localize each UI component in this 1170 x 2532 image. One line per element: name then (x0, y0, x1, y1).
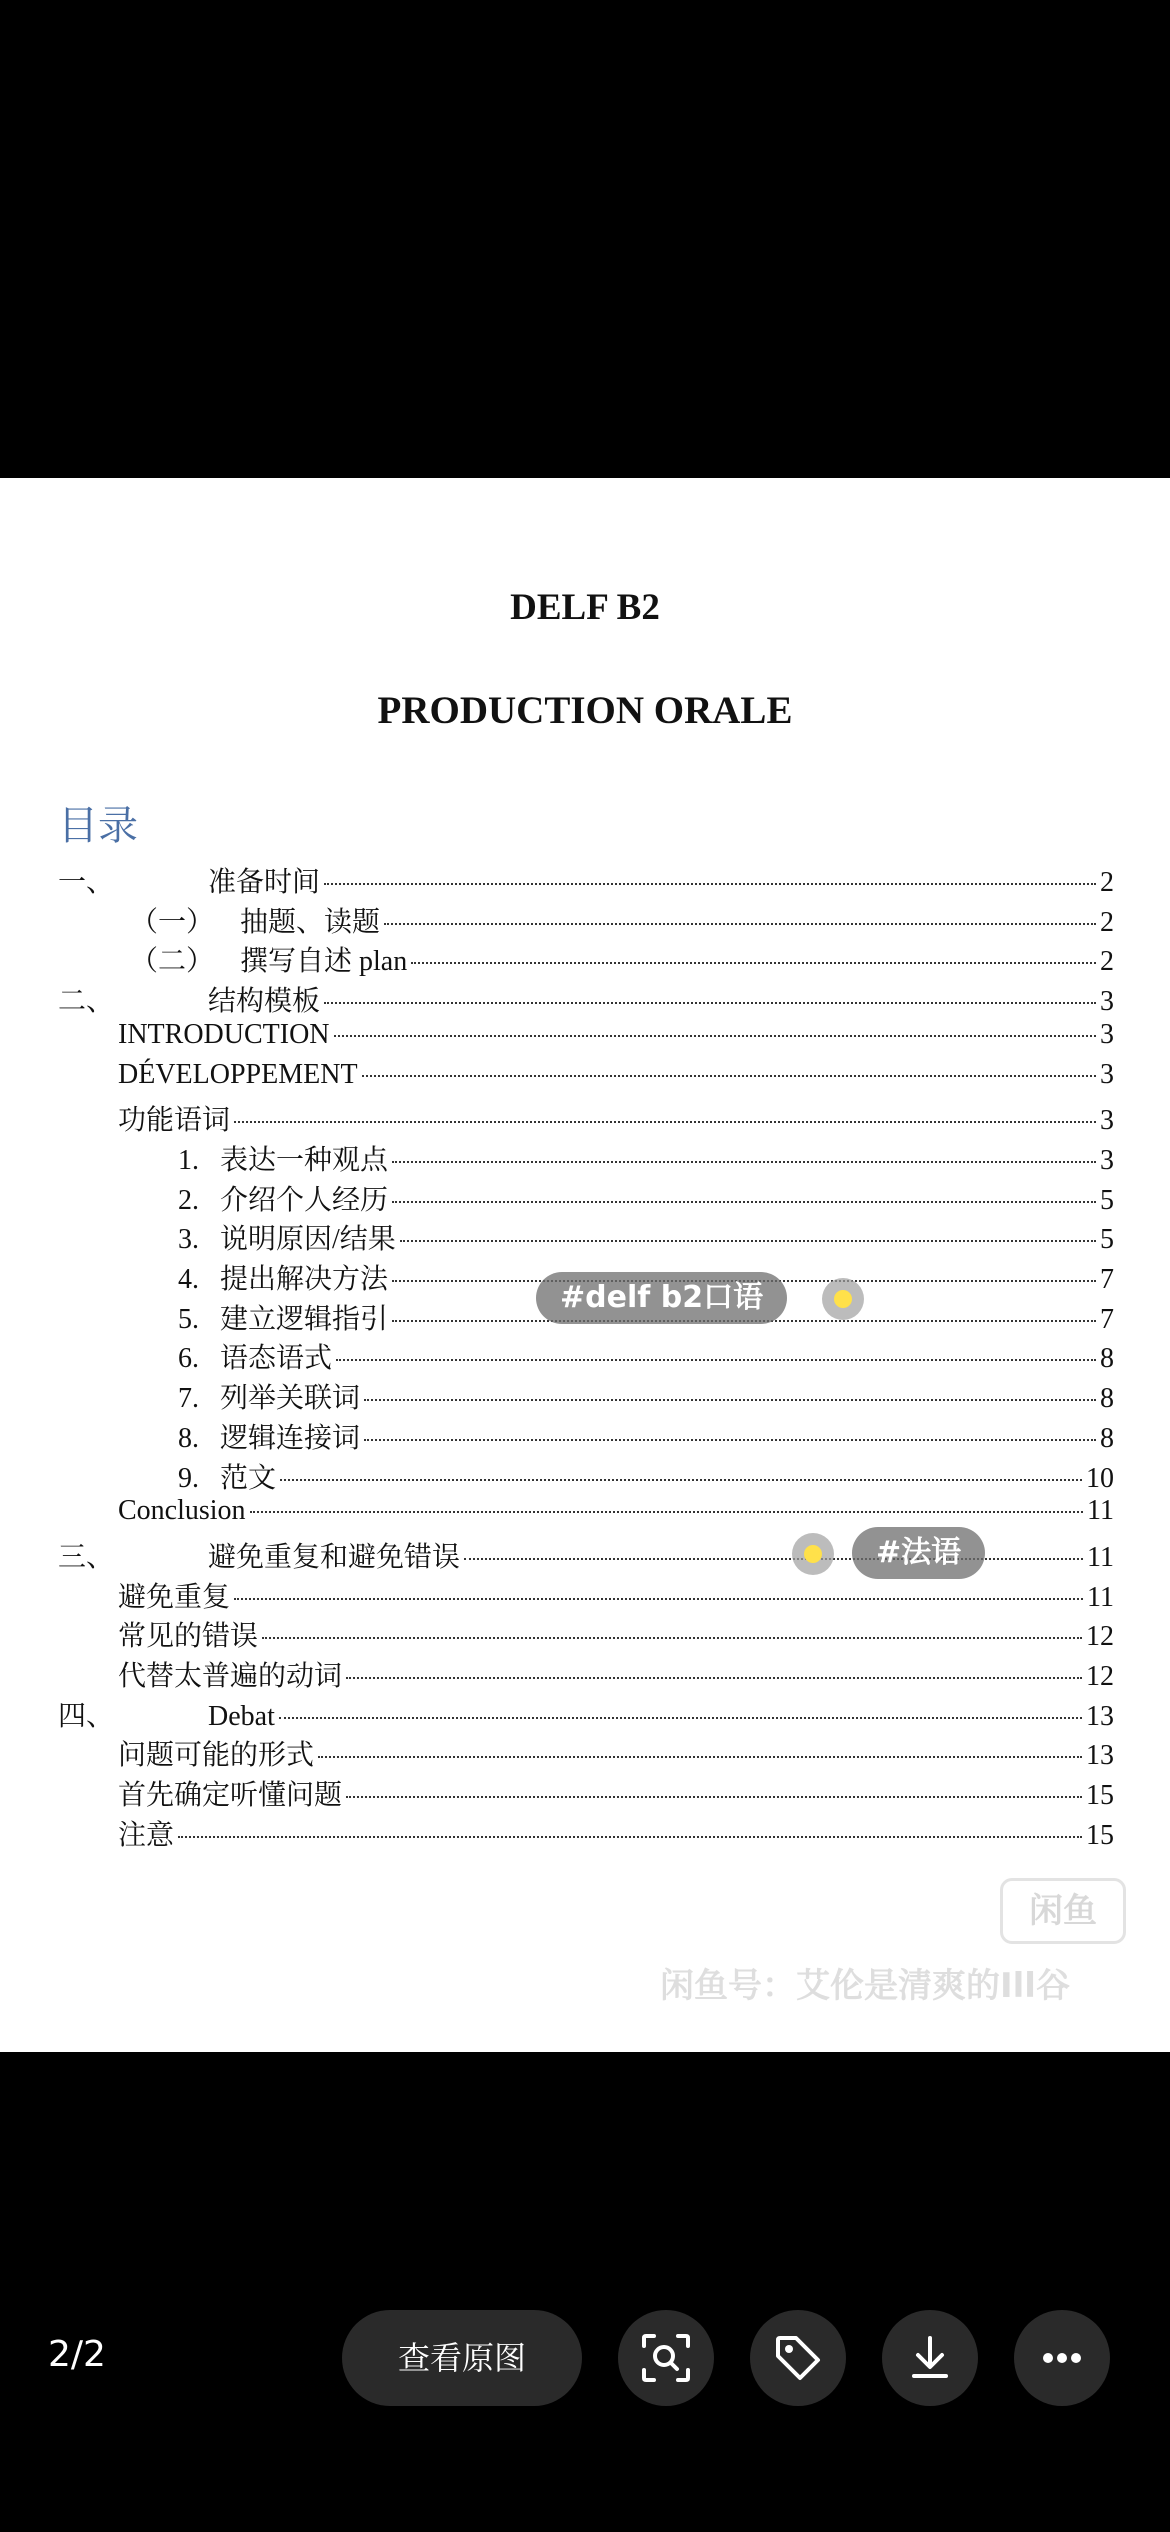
toc-entry-page: 8 (1100, 1383, 1114, 1415)
toc-entry-label: INTRODUCTION (118, 1018, 330, 1050)
toc-entry-number: 7. (178, 1383, 199, 1415)
toc-entry-label: 抽题、读题 (240, 906, 381, 938)
toc-dot-leader (178, 1836, 1082, 1838)
toc-entry-page: 2 (1100, 867, 1114, 898)
toc-entry-page: 2 (1100, 946, 1114, 978)
toc-entry (0, 1376, 1170, 1416)
toc-entry (0, 900, 1170, 940)
toc-entry-label: 介绍个人经历 (220, 1184, 389, 1216)
toc-entry-page: 3 (1100, 1105, 1114, 1137)
toc-entry-page: 11 (1087, 1581, 1114, 1613)
more-icon (1034, 2330, 1090, 2386)
image-search-button[interactable] (618, 2310, 714, 2406)
toc-entry (0, 939, 1170, 979)
toc-entry-number: （一） (130, 906, 215, 938)
toc-entry (0, 1098, 1170, 1138)
toc-entry-number: 8. (178, 1422, 199, 1454)
toc-entry-number: 一、 (58, 867, 115, 898)
toc-entry-number: 1. (178, 1144, 199, 1176)
toc-entry (0, 1059, 1170, 1099)
tag-dot-icon[interactable] (792, 1533, 834, 1575)
toc-entry (0, 1019, 1170, 1059)
toc-entry-label: 避免重复 (118, 1581, 231, 1613)
toc-entry-label: 撰写自述 plan (240, 946, 408, 978)
toc-entry-page: 7 (1100, 1264, 1114, 1295)
toc-dot-leader (362, 1075, 1096, 1077)
toc-dot-leader (318, 1756, 1082, 1758)
toc-entry-page: 13 (1086, 1700, 1114, 1732)
toc-entry (0, 1813, 1170, 1853)
toc-dot-leader (234, 1121, 1096, 1123)
toc-entry-number: 4. (178, 1264, 199, 1295)
doc-title: DELF B2 (510, 587, 660, 628)
toc-entry (0, 1535, 1170, 1575)
toc-dot-leader (234, 1598, 1083, 1600)
toc-entry (0, 1495, 1170, 1535)
toc-entry-page: 2 (1100, 906, 1114, 938)
toc-dot-leader (400, 1240, 1096, 1242)
toc-entry-page: 13 (1086, 1740, 1114, 1772)
toc-entry (0, 1733, 1170, 1773)
image-search-icon (638, 2330, 694, 2386)
toc-entry (0, 1217, 1170, 1257)
toc-entry-number: 3. (178, 1224, 199, 1256)
toc-entry-number: 2. (178, 1184, 199, 1216)
toc-entry-label: 建立逻辑指引 (220, 1303, 389, 1335)
toc-dot-leader (262, 1637, 1082, 1639)
toc-dot-leader (334, 1035, 1096, 1037)
toc-entry (0, 1575, 1170, 1615)
toc-entry-page: 3 (1100, 1058, 1114, 1090)
toc-entry-label: 提出解决方法 (220, 1264, 389, 1295)
toc-entry-label: DÉVELOPPEMENT (118, 1058, 358, 1090)
toc-entry (0, 1773, 1170, 1813)
toc-entry-page: 3 (1100, 1018, 1114, 1050)
toc-entry-label: 避免重复和避免错误 (208, 1541, 461, 1573)
toc-entry-label: 首先确定听懂问题 (118, 1780, 343, 1812)
toc-dot-leader (336, 1359, 1096, 1361)
toc-entry (0, 1614, 1170, 1654)
toc-entry-page: 5 (1100, 1224, 1114, 1256)
toc-entry-number: 6. (178, 1343, 199, 1375)
toc-entry-label: Conclusion (118, 1495, 246, 1527)
more-button[interactable] (1014, 2310, 1110, 2406)
toc-entry-number: 二、 (58, 986, 115, 1018)
hashtag-french[interactable]: #法语 (852, 1527, 985, 1579)
toc-entry (0, 1694, 1170, 1734)
toc-dot-leader (324, 1002, 1096, 1004)
download-icon (902, 2330, 958, 2386)
toc-entry-label: 功能语词 (118, 1105, 231, 1137)
toc-entry-number: （二） (130, 946, 215, 978)
toc-entry (0, 860, 1170, 900)
toc-dot-leader (411, 962, 1096, 964)
toc-entry (0, 1456, 1170, 1496)
toc-entry-page: 10 (1086, 1462, 1114, 1494)
toc-entry-page: 5 (1100, 1184, 1114, 1216)
toc-entry-page: 7 (1100, 1303, 1114, 1335)
toc-entry-label: 范文 (220, 1462, 277, 1494)
toc-entry (0, 1654, 1170, 1694)
toc-entry-label: 代替太普遍的动词 (118, 1661, 343, 1692)
toc-entry-page: 3 (1100, 1144, 1114, 1176)
toc-entry-number: 三、 (58, 1541, 115, 1573)
toc-entry (0, 979, 1170, 1019)
toc-entry-page: 15 (1086, 1819, 1114, 1851)
toc-entry-page: 8 (1100, 1343, 1114, 1375)
toc-entry-number: 四、 (58, 1700, 115, 1732)
toc-entry-number: 9. (178, 1462, 199, 1494)
view-original-button[interactable]: 查看原图 (342, 2310, 582, 2406)
download-button[interactable] (882, 2310, 978, 2406)
toc-entry-label: Debat (208, 1700, 275, 1732)
toc-dot-leader (279, 1717, 1082, 1719)
toc-dot-leader (464, 1558, 1083, 1560)
hashtag-delf-b2[interactable]: #delf b2口语 (536, 1272, 787, 1324)
tag-button[interactable] (750, 2310, 846, 2406)
watermark-text: 闲鱼号：艾伦是清爽的Ill谷 (660, 1966, 1070, 2006)
toc-entry-label: 结构模板 (208, 986, 321, 1018)
page-counter: 2/2 (48, 2334, 106, 2375)
tag-dot-icon[interactable] (822, 1278, 864, 1320)
tag-icon (770, 2330, 826, 2386)
toc-dot-leader (392, 1201, 1096, 1203)
toc-entry-page: 12 (1086, 1621, 1114, 1653)
toc-entry-label: 注意 (118, 1819, 175, 1851)
document-image (0, 478, 1170, 2052)
toc-entry (0, 1178, 1170, 1218)
toc-entry-label: 说明原因/结果 (220, 1224, 396, 1256)
toc-dot-leader (280, 1479, 1082, 1481)
toc-entry (0, 1336, 1170, 1376)
toc-entry-page: 8 (1100, 1422, 1114, 1454)
toc-dot-leader (250, 1511, 1083, 1513)
toc-dot-leader (346, 1796, 1082, 1798)
toc-entry (0, 1138, 1170, 1178)
watermark-logo: 闲鱼 (1000, 1878, 1126, 1944)
toc-dot-leader (346, 1677, 1082, 1679)
toc-dot-leader (392, 1161, 1096, 1163)
toc-entry-label: 常见的错误 (118, 1621, 259, 1653)
toc-entry-page: 11 (1087, 1541, 1114, 1573)
toc-entry-page: 3 (1100, 986, 1114, 1018)
toc-entry-number: 5. (178, 1303, 199, 1335)
toc-dot-leader (364, 1399, 1096, 1401)
toc-entry-page: 15 (1086, 1780, 1114, 1812)
toc-entry-label: 逻辑连接词 (220, 1422, 361, 1454)
toc-dot-leader (364, 1439, 1096, 1441)
toc-entry (0, 1416, 1170, 1456)
toc-entry-label: 准备时间 (208, 867, 321, 898)
toc-dot-leader (324, 883, 1096, 885)
toc-dot-leader (384, 923, 1096, 925)
toc-entry-label: 语态语式 (220, 1343, 333, 1375)
toc-entry-label: 问题可能的形式 (118, 1740, 315, 1772)
doc-subtitle: PRODUCTION ORALE (377, 689, 793, 732)
toc-entry-label: 列举关联词 (220, 1383, 361, 1415)
toc-entry-page: 11 (1087, 1495, 1114, 1527)
toc-entry-page: 12 (1086, 1661, 1114, 1692)
toc-entry-label: 表达一种观点 (220, 1144, 389, 1176)
toc-heading: 目录 (58, 803, 138, 849)
